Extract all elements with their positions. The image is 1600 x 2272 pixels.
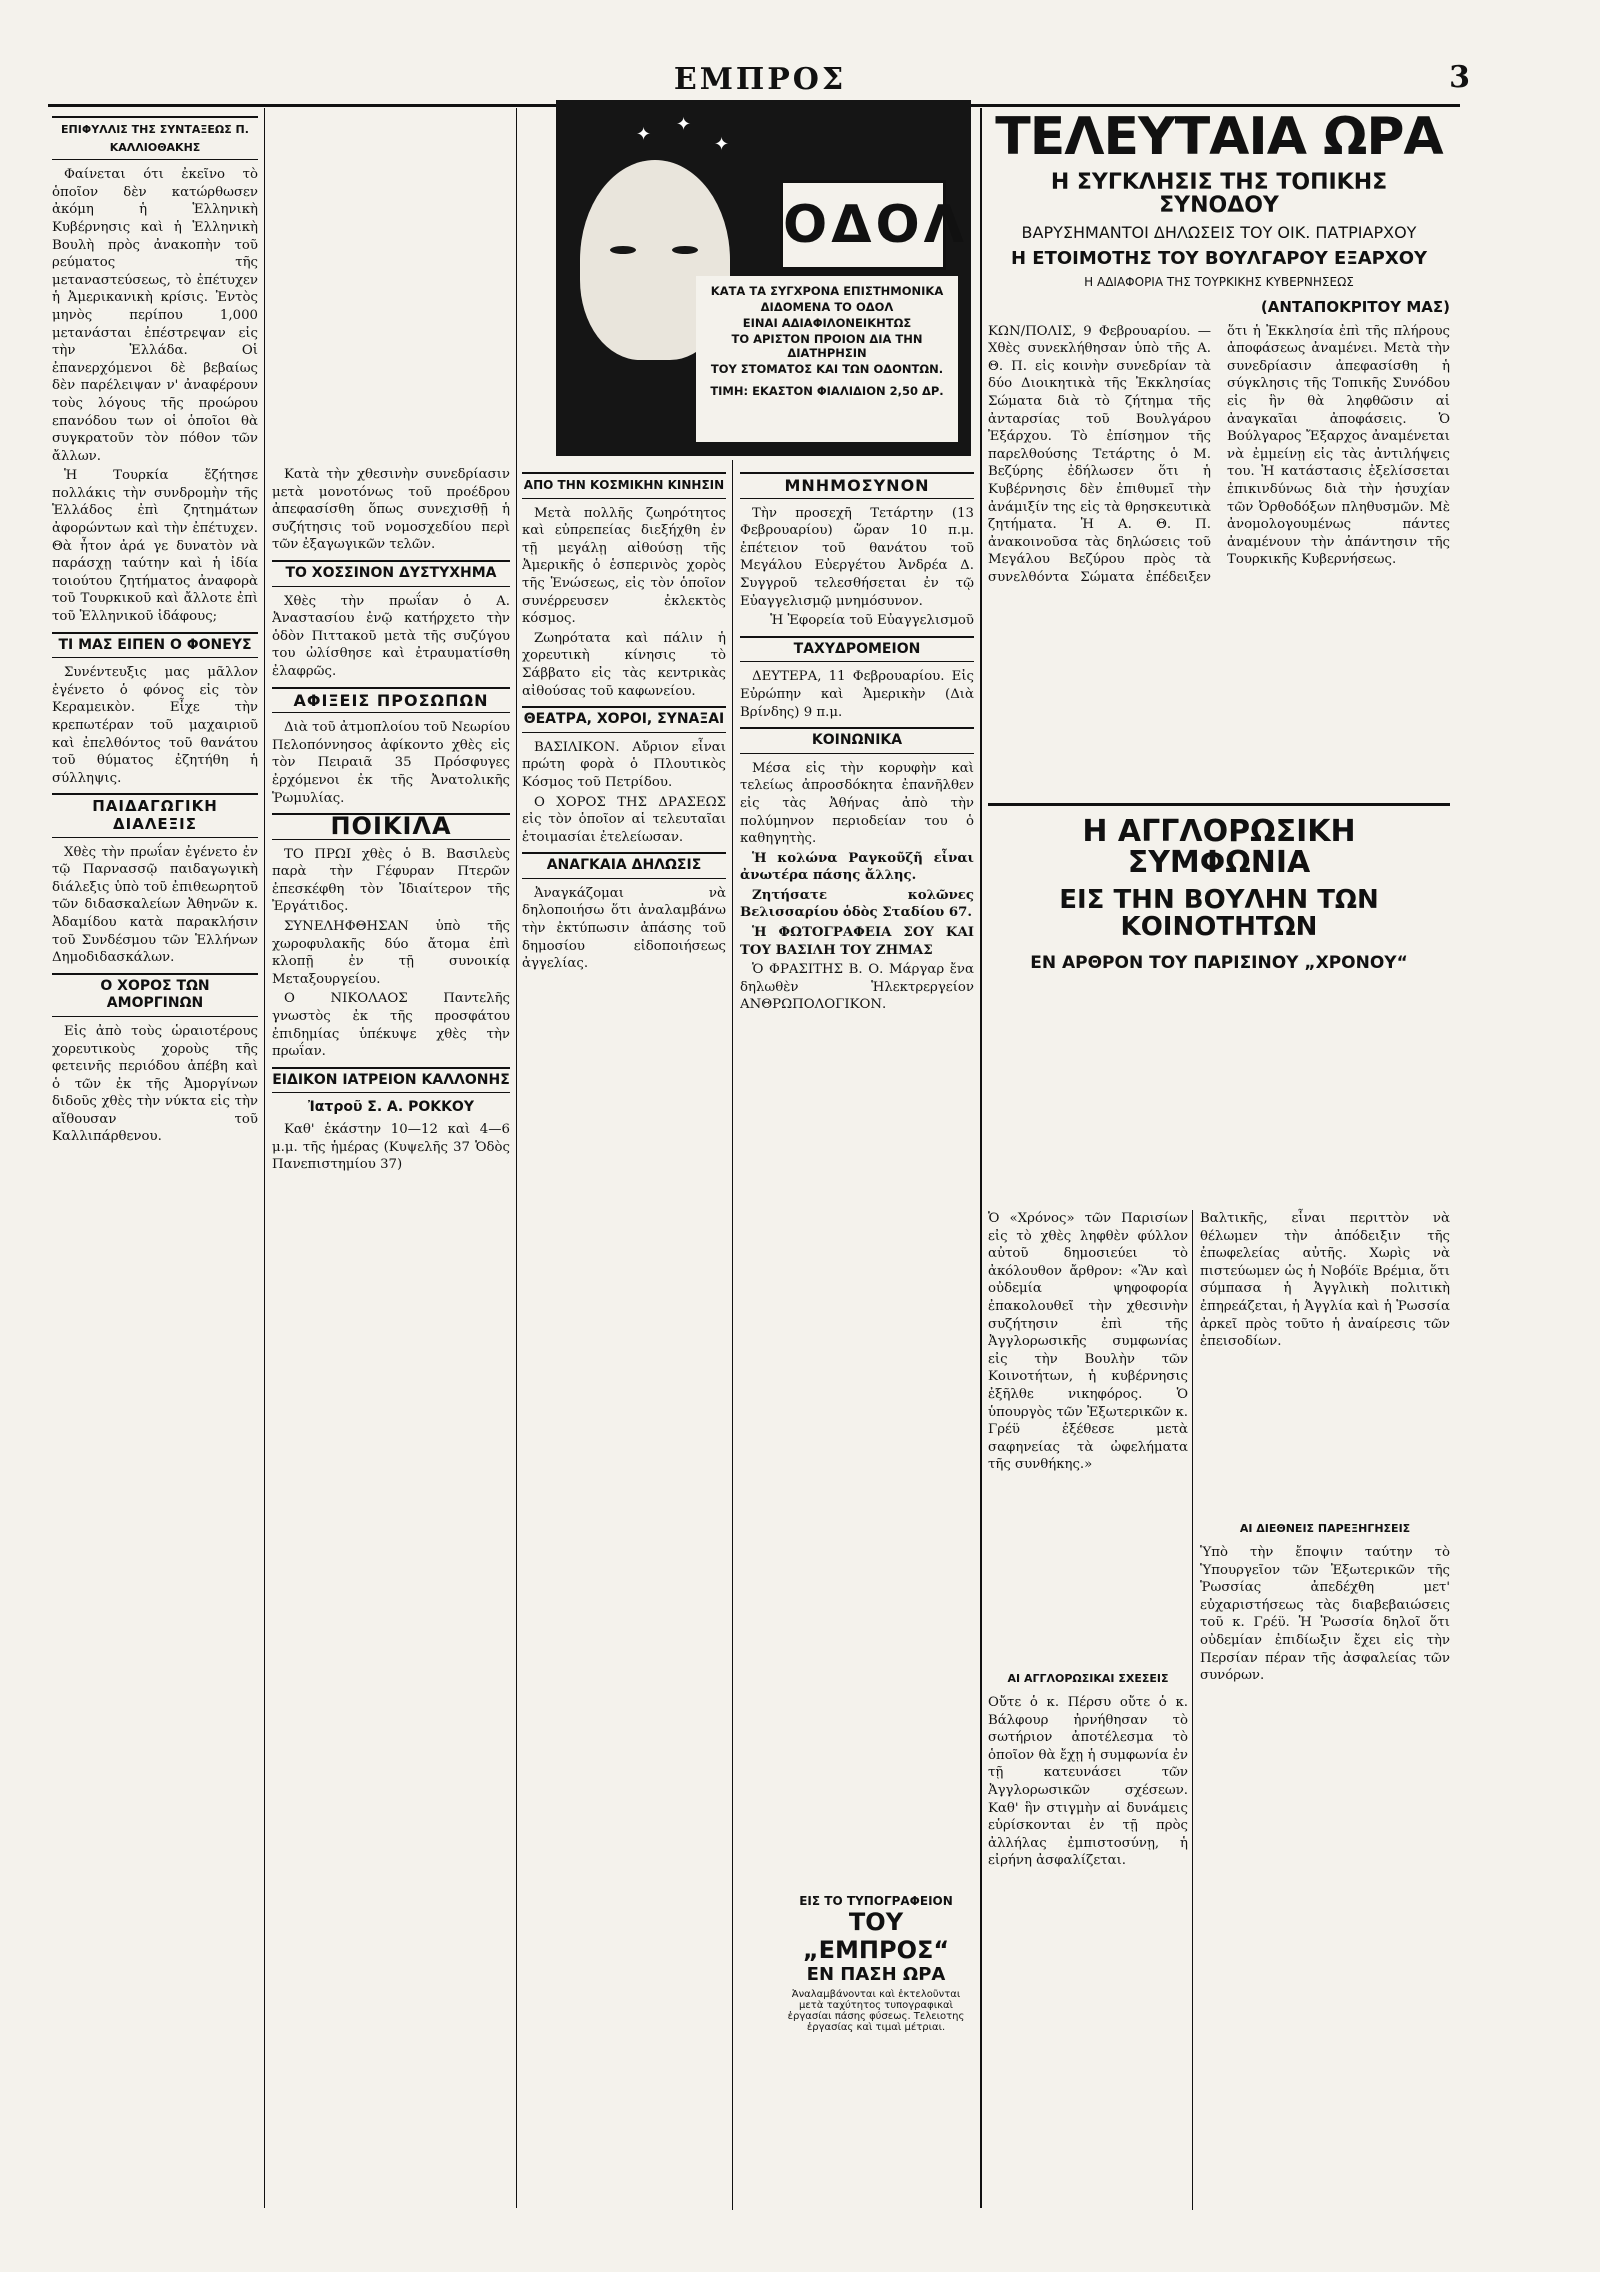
column-2: [272, 466, 510, 2206]
section-heading: ΚΟΙΝΩΝΙΚΑ: [740, 727, 974, 754]
article-paragraph: Ο ΝΙΚΟΛΑΟΣ Παντελῆς γνωστὸς ἐκ τῆς προσφάτου ἐπιδημίας ὑπέκυψε χθὲς τὴν πρωΐαν.: [272, 991, 510, 1060]
lead-headline: ΤΕΛΕΥΤΑΙΑ ΩΡΑ: [995, 110, 1443, 167]
announcement: Ἡ κολώνα Ραγκοῦζῆ εἶναι ἀνωτέρα πάσης ἄλλης.: [740, 850, 974, 884]
article-paragraph: Ζωηρότατα καὶ πάλιν ἡ χορευτικὴ κίνησις τὸ Σάββατο εἰς τὰς κεντρικὰς αἰθούσας τοῦ καφωνείου.: [522, 630, 726, 699]
article-paragraph: ΒΑΣΙΛΙΚΟΝ. Αὔριον εἶναι πρώτη φορὰ ὁ Πλουτικὸς Κόσμος τοῦ Πετρίδου.: [522, 739, 726, 790]
article-text: Βαλτικῆς, εἶναι περιττὸν νὰ θέλωμεν τὴν ἀπόδειξιν τῆς ἐπωφελείας αὐτῆς. Χωρὶς νὰ πιστεύωμεν ὡς ἡ Νοβόϊε Βρέμια, ὅτι σύμπασα ἡ Ἀγγλικὴ πολιτικὴ ἐπηρεάζεται, ἡ Ἀγγλία καὶ ἡ Ῥωσσία ἀρκεῖ πρὸς τοῦτο ἡ ἀναίρεσις τῶν ἐπεισοδίων.: [1200, 1211, 1450, 1350]
article-text: Ὑπὸ τὴν ἔποψιν ταύτην τὸ Ὑπουργεῖον τῶν Ἐξωτερικῶν τῆς Ῥωσσίας ἀπεδέχθη μετ' εὐχαριστήσεως τὰς διαβεβαιώσεις τοῦ κ. Γρέϋ. Ἡ Ῥωσσία δηλοῖ ὅτι οὐδεμίαν ἐπιδίωξιν ἔχει εἰς τὴν Περσίαν πέραν τῆς ἀσφαλείας τῶν συνόρων.: [1200, 1545, 1450, 1684]
section-heading: ΤΟ ΧΟΣΣΙΝΟΝ ΔΥΣΤΥΧΗΜΑ: [272, 560, 510, 587]
article-text: Οὔτε ὁ κ. Πέρσυ οὔτε ὁ κ. Βάλφουρ ἠρνήθησαν τὸ σωτήριον ἀποτέλεσμα τὸ ὁποῖον θὰ ἔχῃ ἡ συμφωνία ἐν τῇ κατευνάσει τῶν Ἀγγλορωσικῶν σχέσεων. Καθ' ἣν στιγμὴν αἱ δυνάμεις εὑρίσκονται ἐν τῇ πρὸς ἀλλήλας ἐμπιστοσύνῃ, ἡ εἰρήνη ἀσφαλίζεται.: [988, 1695, 1188, 1869]
ad-line: ΤΟΥ ΣΤΟΜΑΤΟΣ ΚΑΙ ΤΩΝ ΟΔΟΝΤΩΝ.: [710, 362, 944, 376]
star-icon: ✦: [714, 134, 730, 155]
headline: Η ΣΥΓΚΛΗΣΙΣ ΤΗΣ ΤΟΠΙΚΗΣ ΣΥΝΟΔΟΥ: [1050, 169, 1388, 218]
article-subheading: ΑΙ ΔΙΕΘΝΕΙΣ ΠΑΡΕΞΗΓΗΣΕΙΣ: [1239, 1522, 1411, 1535]
odol-logo: ΟΔΟΛ: [780, 180, 946, 270]
article-paragraph: Χθὲς τὴν πρωΐαν ἐγένετο ἐν τῷ Παρνασσῷ παιδαγωγικὴ διάλεξις ὑπὸ τοῦ ἐπιθεωρητοῦ τῶν διδασκαλείων Ἀθηνῶν κ. Ἀδαμίδου κατὰ παρακλήσιν τοῦ Συνδέσμου τῶν Ἑλλήνων Δημοδιδασκάλων.: [52, 844, 258, 966]
section-heading: Ο ΧΟΡΟΣ ΤΩΝ ΑΜΟΡΓΙΝΩΝ: [52, 973, 258, 1017]
article-paragraph: Διὰ τοῦ ἀτμοπλοίου τοῦ Νεωρίου Πελοπόννησος ἀφίκοντο χθὲς εἰς τὸν Πειραιᾶ 35 Πρόσφυγες ἐρχόμενοι ἐκ τῆς Ἀνατολικῆς Ῥωμυλίας.: [272, 720, 510, 806]
section-heading: ΠΑΙΔΑΓΩΓΙΚΗ ΔΙΑΛΕΞΙΣ: [52, 793, 258, 837]
article-paragraph: Εἰς ἀπὸ τοὺς ὡραιοτέρους χορευτικοὺς χοροὺς τῆς φετεινῆς περιόδου ἀπέβη καὶ ὁ τῶν ἐκ τῆς Ἀμοργίνων διδοῦς χθὲς τὴν νύκτα εἰς τὴν αἴθουσαν τοῦ Καλλιπάρθενου.: [52, 1023, 258, 1145]
section-heading: ΑΝΑΓΚΑΙΑ ΔΗΛΩΣΙΣ: [522, 852, 726, 879]
article-paragraph: Καθ' ἑκάστην 10—12 καὶ 4—6 μ.μ. τῆς ἡμέρας (Κυψελῆς 37 Ὁδὸς Πανεπιστημίου 37): [272, 1122, 510, 1173]
article-text: Ὁ «Χρόνος» τῶν Παρισίων εἰς τὸ χθὲς ληφθὲν φύλλον αὐτοῦ δημοσιεύει τὸ ἀκόλουθον ἄρθρον: «Ἂν καὶ οὐδεμία ψηφοφορία ἐπακολουθεῖ τὴν χθεσινὴν συζήτησιν ἐπὶ τῆς Ἀγγλορωσικῆς συμφωνίας εἰς τὴν Βουλὴν τῶν Κοινοτήτων, ἡ κυβέρνησις ἐξῆλθε νικηφόρος. Ὁ ὑπουργὸς τῶν Ἐξωτερικῶν κ. Γρέϋ ἐξέθεσε μετὰ σαφηνείας τὰ ὠφελήματα τῆς συνθήκης.»: [988, 1211, 1188, 1473]
article-paragraph: Μετὰ πολλῆς ζωηρότητος καὶ εὐπρεπείας διεξήχθη ἐν τῇ μεγάλῃ αἰθούσῃ τῆς Ἀμερικῆς ὁ ἑσπερινὸς χορὸς τῆς Ἑνώσεως, εἰς τὸν ὁποῖον συνέρρευσεν ἐκλεκτὸς κόσμος.: [522, 505, 726, 627]
article-paragraph: Τὴν προσεχῆ Τετάρτην (13 Φεβρουαρίου) ὥραν 10 π.μ. ἐπέτειον τοῦ θανάτου τοῦ Μεγάλου Εὐεργέτου Ἀνδρέα Δ. Συγγροῦ τελεσθήσεται ἐν τῷ Εὐαγγελισμῷ μνημόσυνον.: [740, 505, 974, 609]
ad-line: ΤΟ ΑΡΙΣΤΟΝ ΠΡΟΙΟΝ ΔΙΑ ΤΗΝ ΔΙΑΤΗΡΗΣΙΝ: [731, 332, 923, 360]
odol-text-box: [696, 276, 958, 442]
article-paragraph: Μέσα εἰς τὴν κορυφὴν καὶ τελείως ἀπροσδόκητα ἐπανῆλθεν εἰς τὰς Ἀθήνας ἀπὸ τὴν πολύμηνον περιοδείαν του ὁ καθηγητὴς.: [740, 760, 974, 847]
announcement: Ζητήσατε κολῶνες Βελισσαρίου ὁδὸς Σταδίου 67.: [740, 887, 974, 921]
article-paragraph: Ἀναγκάζομαι νὰ δηλοποιήσω ὅτι ἀναλαμβάνω τὴν ἐκτύπωσιν ἀπάσης τοῦ δημοσίου εἰδοποιήσεως ἀγγελίας.: [522, 885, 726, 972]
column-divider: [264, 108, 265, 2208]
column-4: [740, 466, 974, 1886]
headline: Η ΑΔΙΑΦΟΡΙΑ ΤΗΣ ΤΟΥΡΚΙΚΗΣ ΚΥΒΕΡΝΗΣΕΩΣ: [1084, 275, 1354, 290]
column-divider: [980, 108, 982, 2208]
eye-shape: [672, 246, 698, 254]
column-divider: [732, 460, 733, 2210]
article-paragraph: Ὁ ΦΡΑΣΙΤΗΣ Β. Ο. Μάργαρ ἔνα δηλωθὲν Ἡλεκτρεργείον ΑΝΘΡΩΠΟΛΟΓΙΚΟΝ.: [740, 962, 974, 1013]
section-heading: ΤΙ ΜΑΣ ΕΙΠΕΝ Ο ΦΟΝΕΥΣ: [52, 632, 258, 659]
correspondent: (ΑΝΤΑΠΟΚΡΙΤΟΥ ΜΑΣ): [1260, 298, 1450, 317]
lead-article: ΚΩΝ/ΠΟΛΙΣ, 9 Φεβρουαρίου. — Χθὲς συνεκλήθησαν ὑπὸ τῆς Α. Θ. Π. εἰς κοινὴν συνεδρίαν τὰ δύο Διοικητικὰ τῆς Ἐκκλησίας Σώματα διὰ τὸ ζήτημα τῆς ἀνταρσίας τοῦ Βουλγάρου Ἐξάρχου. Τὸ ἐπίσημον τῆς παρελθούσης Τετάρτης ὁ Μ. Βεζύρης ἐδήλωσεν ὅτι ἡ Κυβέρνησις δὲν ἐπιθυμεῖ τὴν ἀνάμιξίν της εἰς τὰ θρησκευτικὰ ζητήματα. Ἡ Α. Θ. Π. ἀνακοινοῦσα τὰς δηλώσεις τοῦ Μεγάλου Βεζύρου πρὸς τὰ συνελθόντα Σώματα ἐπέδειξεν ὅτι ἡ Ἐκκλησία ἐπὶ τῆς πλήρους ἀποφάσεως ἀναμένει. Μετὰ τὴν συνεδρίασιν ἀπεφασίσθη ἡ σύγκλησις τῆς Τοπικῆς Συνόδου εἰς ἣν θὰ ληφθῶσιν αἱ ἀναγκαῖαι ἀποφάσεις. Ὁ Βούλγαρος Ἔξαρχος ἀναμένεται νὰ ἐμμείνῃ εἰς τὰς ἀντιλήψεις του. Ἡ κατάστασις ἐξελίσσεται ἐπικινδύνως διὰ τὴν ἡσυχίαν τῶν Ὀρθοδόξων πληθυσμῶν. Μὲ ἀνομολογουμένως πάντες ἀναμένουν τὴν ἀπάντησιν τῆς Τουρκικῆς Κυβερνήσεως.: [988, 323, 1450, 585]
ad-line: ΕΙΣ ΤΟ ΤΥΠΟΓΡΑΦΕΙΟΝ: [799, 1894, 953, 1908]
right-section: [988, 110, 1450, 2210]
signature: Ἡ Ἐφορεία τοῦ Εὐαγγελισμοῦ: [770, 613, 974, 629]
odol-advertisement: [556, 100, 971, 456]
article-paragraph: Χθὲς τὴν πρωΐαν ὁ Α. Ἀναστασίου ἐνῷ κατήρχετο τὴν ὁδὸν Πιττακοῦ μετὰ τῆς συζύγου του ὠλίσθησε καὶ ἐτραυματίσθη ἐλαφρῶς.: [272, 593, 510, 679]
column-1: [52, 110, 258, 2210]
section-heading: ΠΟΙΚΙΛΑ: [272, 813, 510, 840]
article-paragraph: Ο ΧΟΡΟΣ ΤΗΣ ΔΡΑΣΕΩΣ εἰς τὸν ὁποῖον αἱ τελευταῖαι ἑτοιμασίαι ἐτελείωσαν.: [522, 794, 726, 845]
section-rule: [988, 803, 1450, 806]
page-number: 3: [1449, 60, 1470, 95]
headline: ΒΑΡΥΣΗΜΑΝΤΟΙ ΔΗΛΩΣΕΙΣ ΤΟΥ ΟΙΚ. ΠΑΤΡΙΑΡΧΟΥ: [1021, 222, 1417, 242]
ad-price: ΤΙΜΗ: ΕΚΑΣΤΟΝ ΦΙΑΛΙΔΙΟΝ 2,50 ΔΡ.: [710, 384, 944, 398]
ad-line: ΕΙΝΑΙ ΑΔΙΑΦΙΛΟΝΕΙΚΗΤΩΣ: [742, 316, 912, 330]
ad-line: ΕΝ ΠΑΣΗ ΩΡΑ: [806, 1964, 946, 1985]
article-subheading: ΑΙ ΑΓΓΛΟΡΩΣΙΚΑΙ ΣΧΕΣΕΙΣ: [1007, 1672, 1169, 1685]
section-heading: ΤΑΧΥΔΡΟΜΕΙΟΝ: [740, 636, 974, 663]
article-paragraph: Ἡ Τουρκία ἔζήτησε πολλάκις τὴν συνδρομὴν τῆς Ἑλλάδος ἐπὶ ζητημάτων ἀφορώντων καὶ τὴν ἐπέτυχεν. Θὰ ἦτον ἀρά γε δυνατὸν νὰ παράσχῃ ταύτην καὶ ἡ ἰδία τοιούτου ζητήματος ἀναφορὰ τοῦ Τουρκικοῦ καὶ ἄλλοτε ἐπὶ τοῦ Ἑλληνικοῦ ἰδάφους;: [52, 468, 258, 625]
headline: ΕΙΣ ΤΗΝ ΒΟΥΛΗΝ ΤΩΝ ΚΟΙΝΟΤΗΤΩΝ: [1059, 884, 1379, 942]
ad-line: ΔΙΔΟΜΕΝΑ ΤΟ ΟΔΟΛ: [760, 300, 894, 314]
printing-house-ad: [786, 1894, 966, 2033]
section-heading: ΜΝΗΜΟΣΥΝΟΝ: [740, 472, 974, 499]
headline: Η ΕΤΟΙΜΟΤΗΣ ΤΟΥ ΒΟΥΛΓΑΡΟΥ ΕΞΑΡΧΟΥ: [1010, 247, 1428, 269]
headline: Η ΑΓΓΛΟΡΩΣΙΚΗ ΣΥΜΦΩΝΙΑ: [1082, 813, 1356, 881]
ad-line: ΚΑΤΑ ΤΑ ΣΥΓΧΡΟΝΑ ΕΠΙΣΤΗΜΟΝΙΚΑ: [710, 284, 944, 298]
article-paragraph: ΤΟ ΠΡΩΙ χθὲς ὁ Β. Βασιλεὺς παρὰ τὴν Γέφυραν Πτερῶν ἐπεσκέφθη τὸν Ἰδιαίτερον τῆς Ἐργάτιδος.: [272, 846, 510, 915]
announcement: Ἡ ΦΩΤΟΓΡΑΦΕΙΑ ΣΟΥ ΚΑΙ ΤΟΥ ΒΑΣΙΛΗ ΤΟΥ ΖΗΜΑΣ: [740, 925, 974, 958]
star-icon: ✦: [636, 124, 652, 145]
column-3: [522, 466, 726, 2206]
column-divider: [516, 108, 517, 2208]
ad-line: ΤΟΥ „ΕΜΠΡΟΣ“: [802, 1908, 950, 1964]
article-paragraph: ΔΕΥΤΕΡΑ, 11 Φεβρουαρίου. Εἰς Εὐρώπην καὶ Ἀμερικὴν (Διὰ Βρίνδης) 9 π.μ.: [740, 669, 974, 720]
section-heading: ΘΕΑΤΡΑ, ΧΟΡΟΙ, ΣΥΝΑΞΑΙ: [522, 706, 726, 733]
newspaper-name: ΕΜΠΡΟΣ: [673, 62, 847, 97]
star-icon: ✦: [676, 114, 692, 135]
article-paragraph: Φαίνεται ότι ἐκεῖνο τὸ ὁποῖον δὲν κατώρθωσεν ἀκόμη ἡ Ἑλληνικὴ Κυβέρνησις καὶ ἡ Ἑλληνικὴ Βουλὴ πρὸς ἀνακοπὴν τοῦ ρεύματος τῆς μεταναστεύσεως, τὸ ἐπέτυχεν ἡ Ἀμερικανικὴ κρίσις. Ἐντὸς μηνὸς περίπου 1,000 μετανάσται ἐπέστρεψαν εἰς τὴν Ἑλλάδα. Οἱ ἐπανερχόμενοι δὲ βεβαίως δὲν παρέλειψαν ν' ἀναφέρουν τοὺς λόγους τῆς προώρου επανόδου των οἱ ὁποῖοι θὰ συγκρατοῦν τὸν πόθον τῶν ἄλλων.: [52, 167, 258, 464]
byline: ΕΠΙΦΥΛΛΙΣ ΤΗΣ ΣΥΝΤΑΞΕΩΣ Π. ΚΑΛΛΙΟΘΑΚΗΣ: [52, 116, 258, 160]
section-heading: ΑΠΟ ΤΗΝ ΚΟΣΜΙΚΗΝ ΚΙΝΗΣΙΝ: [522, 472, 726, 499]
article-paragraph: Συνέντευξις μας μᾶλλον ἐγένετο ὁ φόνος εἰς τὸν Κεραμεικὸν. Εἶχε τὴν κρεπωτέραν τοῦ μαχαιριοῦ καὶ ἐπελθόντος τοῦ θανάτου τοῦ θύματος ἐζητήθη ἡ σύλληψις.: [52, 665, 258, 786]
section-heading: ΑΦΙΞΕΙΣ ΠΡΟΣΩΠΩΝ: [272, 687, 510, 714]
section-heading: ΕΙΔΙΚΟΝ ΙΑΤΡΕΙΟΝ ΚΑΛΛΟΝΗΣ: [272, 1067, 510, 1094]
clinic-doctor: Ἰατροῦ Σ. Α. ΡΟΚΚΟΥ: [308, 1099, 474, 1116]
article-paragraph: Κατὰ τὴν χθεσινὴν συνεδρίασιν μετὰ μονοτόνως τοῦ προέδρου ἀπεφασίσθη ὅπως συνεχισθῇ ἡ συζήτησις τοῦ νομοσχεδίου περὶ τῶν ἐξαγωγικῶν τελῶν.: [272, 467, 510, 553]
eye-shape: [610, 246, 636, 254]
headline: ΕΝ ΑΡΘΡΟΝ ΤΟΥ ΠΑΡΙΣΙΝΟΥ „ΧΡΟΝΟΥ“: [1030, 953, 1408, 974]
article-paragraph: ΣΥΝΕΛΗΦΘΗΣΑΝ ὑπὸ τῆς χωροφυλακῆς δύο ἄτομα ἐπὶ κλοπῇ ἐν τῇ συνοικίᾳ Μεταξουργείου.: [272, 919, 510, 987]
masthead: [50, 60, 1470, 100]
ad-body: Ἀναλαμβάνονται καὶ ἐκτελοῦνται μετὰ ταχύτητος τυπογραφικαὶ ἐργασίαι πάσης φύσεως. Τελειοτης ἐργασίας καὶ τιμαὶ μέτριαι.: [787, 1989, 965, 2033]
